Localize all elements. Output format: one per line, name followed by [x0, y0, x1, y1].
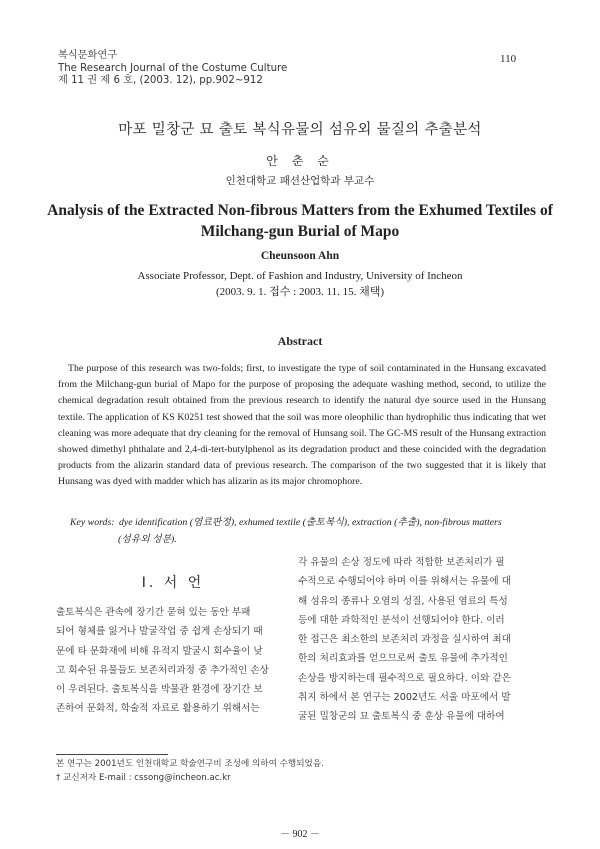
section-heading-introduction: Ⅰ. 서 언 — [141, 575, 205, 591]
body-line: 손상을 방지하는데 필수적으로 필요하다. 이와 같은 — [298, 672, 511, 684]
body-line: 굴된 밀창군의 묘 출토복식 중 훈상 유물에 대하여 — [298, 711, 505, 723]
body-line: 한의 처리효과를 얻으므로써 출토 유물에 추가적인 — [298, 653, 508, 665]
keywords-line-2: (섬유외 성분). — [118, 533, 177, 545]
body-line: 각 유물의 손상 정도에 따라 적합한 보존처리가 필 — [298, 557, 505, 568]
footnote-divider — [56, 754, 168, 755]
body-left-column — [56, 603, 300, 719]
abstract-heading: Abstract — [277, 334, 323, 348]
footnote-funding: 본 연구는 2001년도 인천대학교 학술연구비 조성에 의하여 수행되었음. — [56, 759, 324, 769]
footnote-corresponding-author: † 교신저자 E-mail : cssong@incheon.ac.kr — [56, 772, 231, 783]
keywords-label: Key words: — [70, 517, 115, 528]
author-english: Cheunsoon Ahn — [260, 250, 340, 262]
page-number-bottom: － 902 － — [280, 829, 320, 840]
body-line: 수적으로 수행되어야 하며 이를 위해서는 유물에 대 — [298, 576, 511, 588]
title-korean: 마포 밀창군 묘 출토 복식유물의 섬유외 물질의 추출분석 — [118, 122, 482, 138]
abstract-text: The purpose of this research was two-folds; first, to investigate the type of soil contaminated in the Hunsang excavated from the Milchang-gun burial of Mapo for the purpose of proposing the adequate washing method, second, to utilize the chemical degradation result obtained from the previous research to identify the natural dye source used in the Hunsang textile. The application of KS K0251 test showed that the soil was more oleophilic than hydrophilic thus indicating that wet cleaning was more adequate that dry cleaning for the removal of Hunsang soil. The GC-MS result of the Hunsang extraction showed dimethyl phthalate and 2,4-di-tert-butylphenol as its degradation product and these coincided with the degradation products from the alizarin standard data of previous research. The comparison of the two suggested that it is likely that Hunsang was dyed with madder which has alizarin as its major chromophore. — [58, 363, 546, 488]
body-line: 해 섬유의 종류나 오염의 성질, 사용된 염료의 특성 — [298, 595, 508, 607]
affiliation-english-block — [0, 268, 600, 300]
journal-header — [58, 50, 287, 88]
received-accepted-dates: (2003. 9. 1. 접수 : 2003. 11. 15. 채택) — [216, 286, 384, 298]
affiliation-korean: 인천대학교 패션산업학과 부교수 — [225, 175, 375, 187]
body-line: 이 우려된다. 출토복식을 박물관 환경에 장기간 보 — [56, 684, 263, 696]
affiliation-english: Associate Professor, Dept. of Fashion and Industry, University of Incheon — [137, 270, 463, 282]
body-line: 취지 하에서 본 연구는 2002년도 서울 마포에서 발 — [298, 692, 511, 704]
author-korean: 안 춘 순 — [266, 154, 334, 168]
footnotes — [56, 758, 324, 785]
keywords — [70, 515, 550, 548]
title-english: Analysis of the Extracted Non-fibrous Matters from the Exhumed Textiles of Milchang-gun Burial of Mapo — [47, 202, 553, 240]
keywords-line-1: dye identification (염료판정), exhumed textile (출토복식), extraction (추출), non-fibrous matters — [119, 517, 502, 528]
journal-name-en: The Research Journal of the Costume Culture — [58, 62, 288, 74]
body-line: 고 회수된 유물들도 보존처리과정 중 추가적인 손상 — [56, 664, 269, 676]
journal-name-kr: 복식문화연구 — [58, 50, 118, 61]
journal-issue: 제 11 권 제 6 호, (2003. 12), pp.902∼912 — [58, 75, 263, 86]
body-right-column — [298, 553, 548, 727]
body-line: 등에 대한 과학적인 분석이 선행되어야 한다. 이러 — [298, 614, 505, 626]
body-line: 한 접근은 최소한의 보존처리 과정을 실시하여 최대 — [298, 634, 511, 646]
page-number-top: 110 — [500, 53, 517, 65]
body-line: 존하여 문화적, 학술적 자료로 활용하기 위해서는 — [56, 703, 260, 715]
body-line: 문에 타 문화재에 비해 유적지 발굴시 회수율이 낮 — [56, 645, 263, 657]
body-line: 출토복식은 관속에 장기간 묻혀 있는 동안 부패 — [56, 607, 251, 618]
body-line: 되어 형체를 잃거나 발굴작업 중 쉽게 손상되기 때 — [56, 626, 263, 638]
